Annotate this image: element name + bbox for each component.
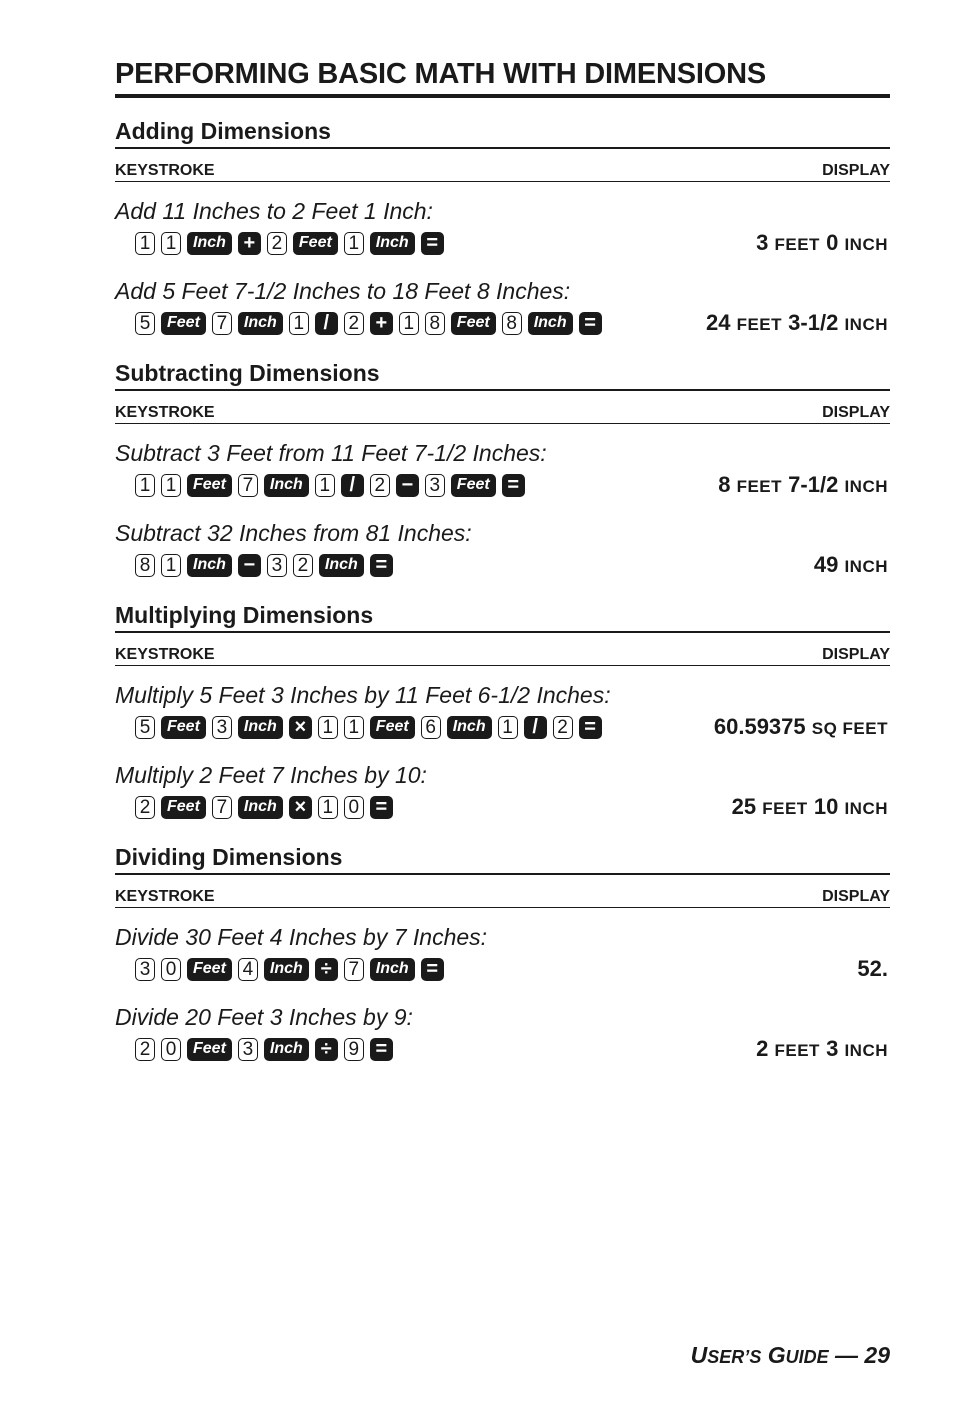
display-result <box>814 552 890 578</box>
display-result <box>718 472 890 498</box>
section-title: Subtracting Dimensions <box>115 360 890 391</box>
example <box>115 1004 890 1066</box>
keystroke-header: KEYSTROKE <box>115 162 215 179</box>
page-content <box>115 58 890 1066</box>
key-inch: Inch <box>238 716 283 739</box>
keystroke-sequence <box>115 312 602 335</box>
footer-text: G <box>767 1342 786 1368</box>
key-inch: Inch <box>528 312 573 335</box>
display-unit: FEET <box>736 315 783 334</box>
key-digit: 1 <box>161 232 181 255</box>
display-unit: INCH <box>844 477 888 496</box>
display-result <box>706 310 890 336</box>
key-digit: 3 <box>238 1038 258 1061</box>
display-result <box>857 956 890 982</box>
keystroke-header: KEYSTROKE <box>115 888 215 905</box>
key-operator: − <box>396 474 419 497</box>
display-value: 3-1/2 <box>788 310 839 335</box>
key-operator: = <box>421 232 444 255</box>
key-digit: 1 <box>318 796 338 819</box>
sections-container <box>115 118 890 1066</box>
key-digit: 8 <box>502 312 522 335</box>
example-description: Multiply 5 Feet 3 Inches by 11 Feet 6-1/2 Inches: <box>115 682 611 708</box>
key-operator: = <box>370 1038 393 1061</box>
display-unit: INCH <box>844 799 888 818</box>
display-value: 52. <box>857 956 888 981</box>
column-headers <box>115 646 890 666</box>
example-description: Subtract 32 Inches from 81 Inches: <box>115 520 472 546</box>
key-digit: 2 <box>553 716 573 739</box>
key-operator: / <box>524 716 547 739</box>
key-inch: Inch <box>370 232 415 255</box>
key-digit: 5 <box>135 716 155 739</box>
example-description: Multiply 2 Feet 7 Inches by 10: <box>115 762 427 788</box>
keystroke-sequence <box>115 474 525 497</box>
key-digit: 2 <box>293 554 313 577</box>
key-digit: 1 <box>135 474 155 497</box>
key-inch: Inch <box>264 958 309 981</box>
section-title: Adding Dimensions <box>115 118 890 149</box>
key-feet: Feet <box>161 312 206 335</box>
key-digit: 2 <box>267 232 287 255</box>
key-operator: / <box>341 474 364 497</box>
display-unit: FEET <box>774 235 820 254</box>
key-inch: Inch <box>264 474 309 497</box>
example-description: Subtract 3 Feet from 11 Feet 7-1/2 Inches: <box>115 440 547 466</box>
key-operator: × <box>289 716 312 739</box>
section <box>115 602 890 824</box>
display-value: 24 <box>705 310 731 335</box>
keystroke-row <box>115 952 890 986</box>
display-unit: INCH <box>844 235 888 254</box>
display-value: 7-1/2 <box>788 472 839 497</box>
key-operator: = <box>370 554 393 577</box>
section-title: Dividing Dimensions <box>115 844 890 875</box>
key-inch: Inch <box>264 1038 309 1061</box>
key-inch: Inch <box>187 232 232 255</box>
example-description: Add 11 Inches to 2 Feet 1 Inch: <box>115 198 433 224</box>
key-operator: = <box>579 716 602 739</box>
example <box>115 762 890 824</box>
key-digit: 8 <box>135 554 155 577</box>
keystroke-sequence <box>115 958 444 981</box>
example <box>115 924 890 986</box>
key-feet: Feet <box>451 474 496 497</box>
key-digit: 7 <box>238 474 258 497</box>
display-unit: FEET <box>774 1041 820 1060</box>
display-unit: FEET <box>736 477 783 496</box>
example-description: Divide 20 Feet 3 Inches by 9: <box>115 1004 413 1030</box>
key-inch: Inch <box>447 716 492 739</box>
key-digit: 1 <box>315 474 335 497</box>
key-digit: 0 <box>161 1038 181 1061</box>
display-result <box>756 230 890 256</box>
display-header: DISPLAY <box>822 646 890 663</box>
keystroke-header: KEYSTROKE <box>115 646 215 663</box>
key-digit: 3 <box>267 554 287 577</box>
key-feet: Feet <box>187 1038 232 1061</box>
keystroke-sequence <box>115 1038 393 1061</box>
display-result <box>756 1036 890 1062</box>
key-digit: 4 <box>238 958 258 981</box>
display-header: DISPLAY <box>822 888 890 905</box>
footer-text: UIDE <box>785 1347 829 1367</box>
key-digit: 2 <box>344 312 364 335</box>
key-digit: 6 <box>421 716 441 739</box>
footer-text: SER <box>707 1347 745 1367</box>
key-digit: 1 <box>289 312 309 335</box>
display-value: 3 <box>826 1036 839 1061</box>
key-feet: Feet <box>161 716 206 739</box>
example <box>115 520 890 582</box>
key-inch: Inch <box>187 554 232 577</box>
example <box>115 278 890 340</box>
keystroke-row <box>115 548 890 582</box>
key-operator: ÷ <box>315 958 338 981</box>
key-operator: + <box>370 312 393 335</box>
keystroke-header: KEYSTROKE <box>115 404 215 421</box>
keystroke-sequence <box>115 716 602 739</box>
key-operator: ÷ <box>315 1038 338 1061</box>
key-digit: 2 <box>135 796 155 819</box>
display-value: 8 <box>718 472 731 497</box>
column-headers <box>115 162 890 182</box>
key-feet: Feet <box>293 232 338 255</box>
keystroke-sequence <box>115 796 393 819</box>
display-value: 3 <box>756 230 769 255</box>
example <box>115 198 890 260</box>
display-value: 60.59375 <box>713 714 806 739</box>
footer-page-number: — 29 <box>828 1342 890 1368</box>
keystroke-row <box>115 1032 890 1066</box>
footer-text: S <box>749 1347 762 1367</box>
column-headers <box>115 888 890 908</box>
key-operator: / <box>315 312 338 335</box>
section <box>115 360 890 582</box>
key-digit: 1 <box>344 232 364 255</box>
display-unit: INCH <box>844 557 888 576</box>
example <box>115 682 890 744</box>
key-inch: Inch <box>238 312 283 335</box>
column-headers <box>115 404 890 424</box>
section-title: Multiplying Dimensions <box>115 602 890 633</box>
page-title: PERFORMING BASIC MATH WITH DIMENSIONS <box>115 58 890 98</box>
key-operator: = <box>502 474 525 497</box>
key-digit: 3 <box>135 958 155 981</box>
display-header: DISPLAY <box>822 404 890 421</box>
keystroke-sequence <box>115 232 444 255</box>
key-digit: 1 <box>498 716 518 739</box>
display-unit: INCH <box>844 1041 888 1060</box>
key-inch: Inch <box>319 554 364 577</box>
section <box>115 844 890 1066</box>
key-feet: Feet <box>187 474 232 497</box>
key-digit: 2 <box>370 474 390 497</box>
display-unit: INCH <box>844 315 888 334</box>
example-description: Add 5 Feet 7-1/2 Inches to 18 Feet 8 Inches: <box>115 278 571 304</box>
display-value: 0 <box>826 230 839 255</box>
key-digit: 7 <box>212 312 232 335</box>
key-digit: 7 <box>344 958 364 981</box>
display-result <box>714 714 890 740</box>
keystroke-row <box>115 306 890 340</box>
example-description: Divide 30 Feet 4 Inches by 7 Inches: <box>115 924 488 950</box>
key-operator: = <box>370 796 393 819</box>
key-digit: 1 <box>135 232 155 255</box>
key-operator: − <box>238 554 261 577</box>
key-feet: Feet <box>187 958 232 981</box>
key-digit: 1 <box>161 554 181 577</box>
key-digit: 8 <box>425 312 445 335</box>
key-digit: 3 <box>212 716 232 739</box>
key-digit: 1 <box>399 312 419 335</box>
key-digit: 9 <box>344 1038 364 1061</box>
keystroke-sequence <box>115 554 393 577</box>
display-value: 25 <box>731 794 757 819</box>
key-digit: 3 <box>425 474 445 497</box>
footer-text: ’ <box>744 1347 750 1367</box>
key-digit: 7 <box>212 796 232 819</box>
keystroke-row <box>115 790 890 824</box>
key-digit: 0 <box>161 958 181 981</box>
display-value: 10 <box>813 794 839 819</box>
key-inch: Inch <box>238 796 283 819</box>
keystroke-row <box>115 468 890 502</box>
key-digit: 5 <box>135 312 155 335</box>
key-digit: 1 <box>161 474 181 497</box>
key-operator: + <box>238 232 261 255</box>
key-operator: × <box>289 796 312 819</box>
key-digit: 2 <box>135 1038 155 1061</box>
key-digit: 0 <box>344 796 364 819</box>
key-operator: = <box>579 312 602 335</box>
keystroke-row <box>115 710 890 744</box>
display-value: 49 <box>813 552 839 577</box>
key-digit: 1 <box>318 716 338 739</box>
display-header: DISPLAY <box>822 162 890 179</box>
example <box>115 440 890 502</box>
page-footer <box>691 1342 890 1369</box>
display-value: 2 <box>756 1036 769 1061</box>
key-inch: Inch <box>370 958 415 981</box>
display-unit: SQ FEET <box>811 719 888 738</box>
key-feet: Feet <box>370 716 415 739</box>
display-result <box>732 794 890 820</box>
keystroke-row <box>115 226 890 260</box>
key-digit: 1 <box>344 716 364 739</box>
key-feet: Feet <box>451 312 496 335</box>
key-operator: = <box>421 958 444 981</box>
key-feet: Feet <box>161 796 206 819</box>
footer-text: U <box>690 1342 708 1368</box>
display-unit: FEET <box>762 799 808 818</box>
section <box>115 118 890 340</box>
